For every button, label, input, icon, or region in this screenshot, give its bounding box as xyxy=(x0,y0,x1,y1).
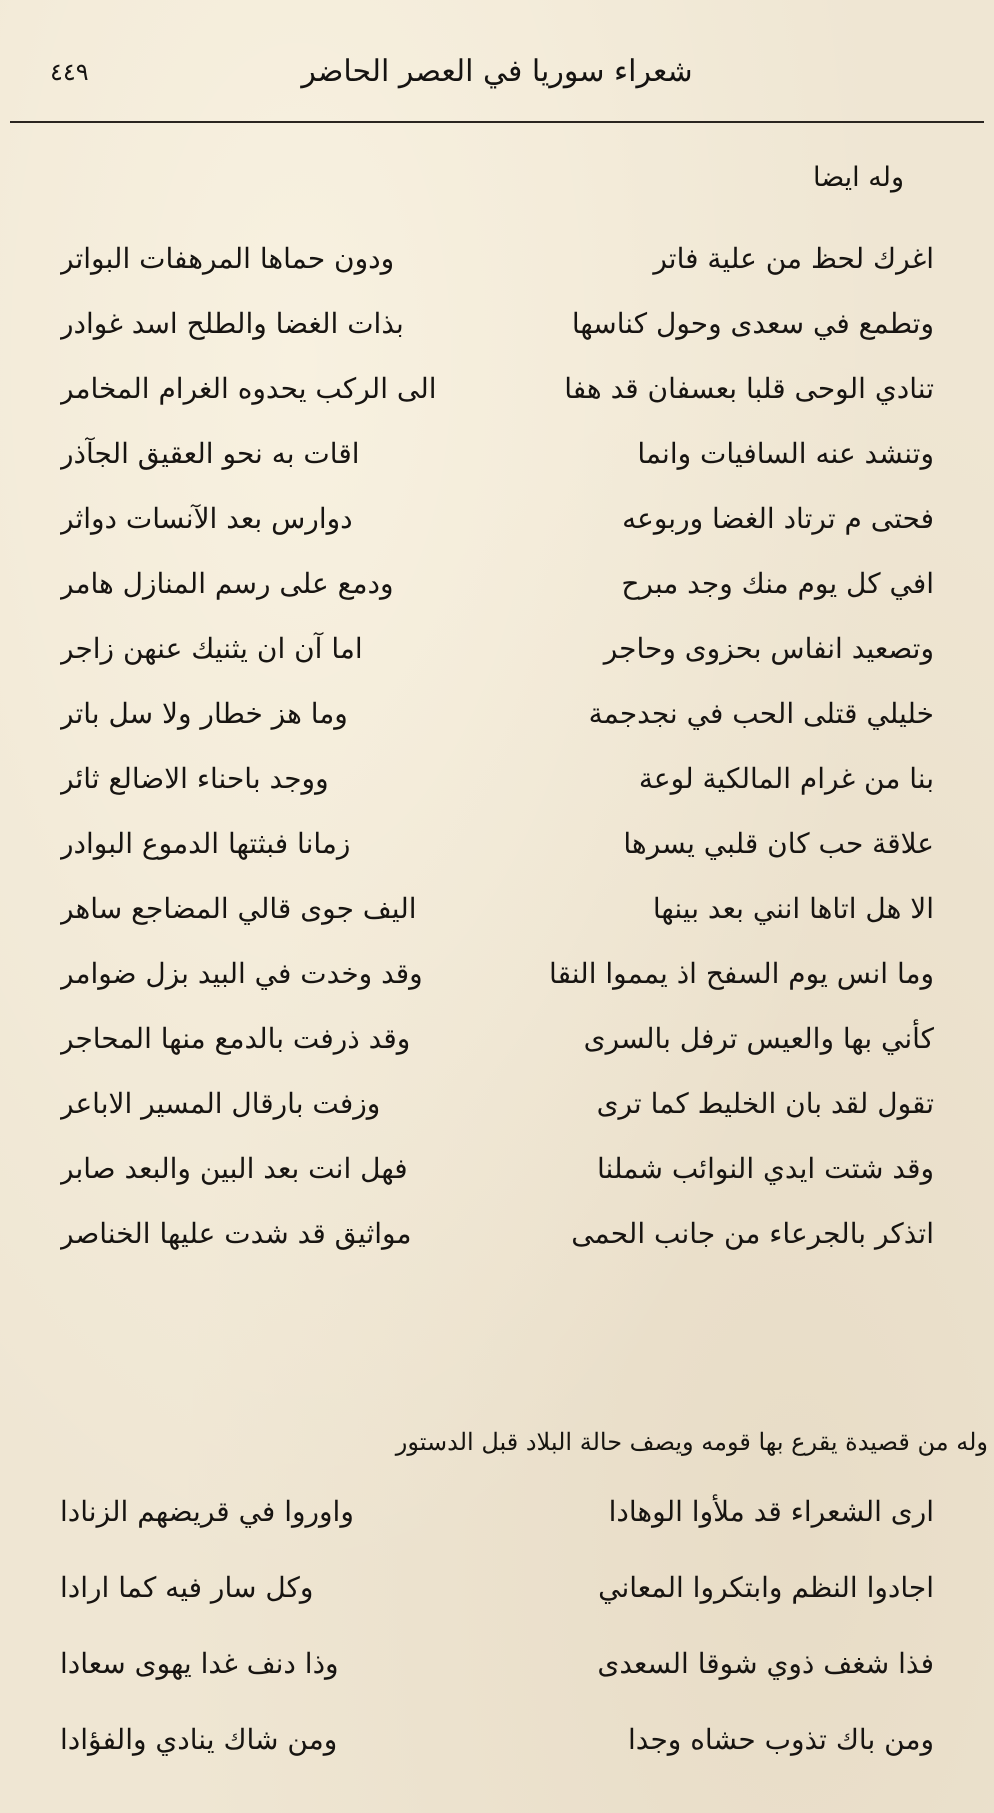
first-hemistich: وتطمع في سعدى وحول كناسها xyxy=(571,306,934,340)
first-hemistich: فحتى م ترتاد الغضا وربوعه xyxy=(622,501,934,535)
first-hemistich: اغرك لحظ من علية فاتر xyxy=(653,241,934,275)
page-number: ٤٤٩ xyxy=(50,58,89,86)
verse-line xyxy=(60,1136,934,1201)
first-hemistich: وما انس يوم السفح اذ يمموا النقا xyxy=(549,956,934,990)
verse-line xyxy=(60,356,934,421)
second-hemistich: ومن شاك ينادي والفؤادا xyxy=(60,1723,338,1756)
verse-line xyxy=(60,616,934,681)
first-hemistich: اجادوا النظم وابتكروا المعاني xyxy=(598,1571,934,1604)
second-hemistich: واوروا في قريضهم الزنادا xyxy=(60,1495,354,1528)
verse-line xyxy=(60,291,934,356)
verse-line xyxy=(60,811,934,876)
poem-second xyxy=(60,1474,934,1778)
verse-line xyxy=(60,1702,934,1778)
poem-heading: وله من قصيدة يقرع بها قومه ويصف حالة البلاد قبل الدستور xyxy=(395,1428,988,1456)
verse-line xyxy=(60,1201,934,1266)
first-hemistich: وتنشد عنه السافيات وانما xyxy=(637,436,934,470)
first-hemistich: تقول لقد بان الخليط كما ترى xyxy=(596,1086,934,1120)
verse-line xyxy=(60,1626,934,1702)
second-hemistich: بذات الغضا والطلح اسد غوادر xyxy=(60,306,404,340)
verse-line xyxy=(60,1071,934,1136)
verse-line xyxy=(60,226,934,291)
second-hemistich: ودون حماها المرهفات البواتر xyxy=(60,241,395,275)
second-hemistich: وذا دنف غدا يهوى سعادا xyxy=(60,1647,339,1680)
verse-line xyxy=(60,876,934,941)
second-hemistich: وما هز خطار ولا سل باتر xyxy=(60,696,348,730)
second-hemistich: مواثيق قد شدت عليها الخناصر xyxy=(60,1216,412,1250)
first-hemistich: افي كل يوم منك وجد مبرح xyxy=(621,566,934,600)
second-hemistich: ووجد باحناء الاضالع ثائر xyxy=(60,761,329,795)
second-hemistich: اما آن ان يثنيك عنهن زاجر xyxy=(60,631,363,665)
running-title: شعراء سوريا في العصر الحاضر xyxy=(301,54,693,89)
second-hemistich: اقات به نحو العقيق الجآذر xyxy=(60,436,360,470)
running-header xyxy=(40,38,954,118)
first-hemistich: تنادي الوحى قلبا بعسفان قد هفا xyxy=(564,371,934,405)
second-hemistich: دوارس بعد الآنسات دواثر xyxy=(60,501,353,535)
second-hemistich: الى الركب يحدوه الغرام المخامر xyxy=(60,371,437,405)
second-hemistich: وزفت بارقال المسير الاباعر xyxy=(60,1086,381,1120)
second-hemistich: وقد وخدت في البيد بزل ضوامر xyxy=(60,956,423,990)
header-rule xyxy=(10,121,984,123)
second-hemistich: وكل سار فيه كما ارادا xyxy=(60,1571,314,1604)
verse-line xyxy=(60,746,934,811)
first-hemistich: خليلي قتلى الحب في نجدجمة xyxy=(588,696,934,730)
verse-line xyxy=(60,1006,934,1071)
first-hemistich: اتذكر بالجرعاء من جانب الحمى xyxy=(571,1216,934,1250)
first-hemistich: وتصعيد انفاس بحزوى وحاجر xyxy=(603,631,934,665)
verse-line xyxy=(60,1550,934,1626)
first-hemistich: كأني بها والعيس ترفل بالسرى xyxy=(583,1021,934,1055)
verse-line xyxy=(60,486,934,551)
first-hemistich: فذا شغف ذوي شوقا السعدى xyxy=(597,1647,934,1680)
first-hemistich: علاقة حب كان قلبي يسرها xyxy=(623,826,934,860)
second-hemistich: زمانا فبثتها الدموع البوادر xyxy=(60,826,351,860)
second-hemistich: اليف جوى قالي المضاجع ساهر xyxy=(60,891,417,925)
verse-line xyxy=(60,1474,934,1550)
poem-heading: وله ايضا xyxy=(813,162,904,193)
verse-line xyxy=(60,551,934,616)
verse-line xyxy=(60,681,934,746)
first-hemistich: ارى الشعراء قد ملأوا الوهادا xyxy=(608,1495,934,1528)
first-hemistich: ومن باك تذوب حشاه وجدا xyxy=(627,1723,934,1756)
second-hemistich: فهل انت بعد البين والبعد صابر xyxy=(60,1151,408,1185)
verse-line xyxy=(60,941,934,1006)
second-hemistich: وقد ذرفت بالدمع منها المحاجر xyxy=(60,1021,411,1055)
poem-first xyxy=(60,226,934,1266)
first-hemistich: بنا من غرام المالكية لوعة xyxy=(638,761,934,795)
first-hemistich: الا هل اتاها انني بعد بينها xyxy=(652,891,934,925)
second-hemistich: ودمع على رسم المنازل هامر xyxy=(60,566,394,600)
verse-line xyxy=(60,421,934,486)
first-hemistich: وقد شتت ايدي النوائب شملنا xyxy=(597,1151,934,1185)
